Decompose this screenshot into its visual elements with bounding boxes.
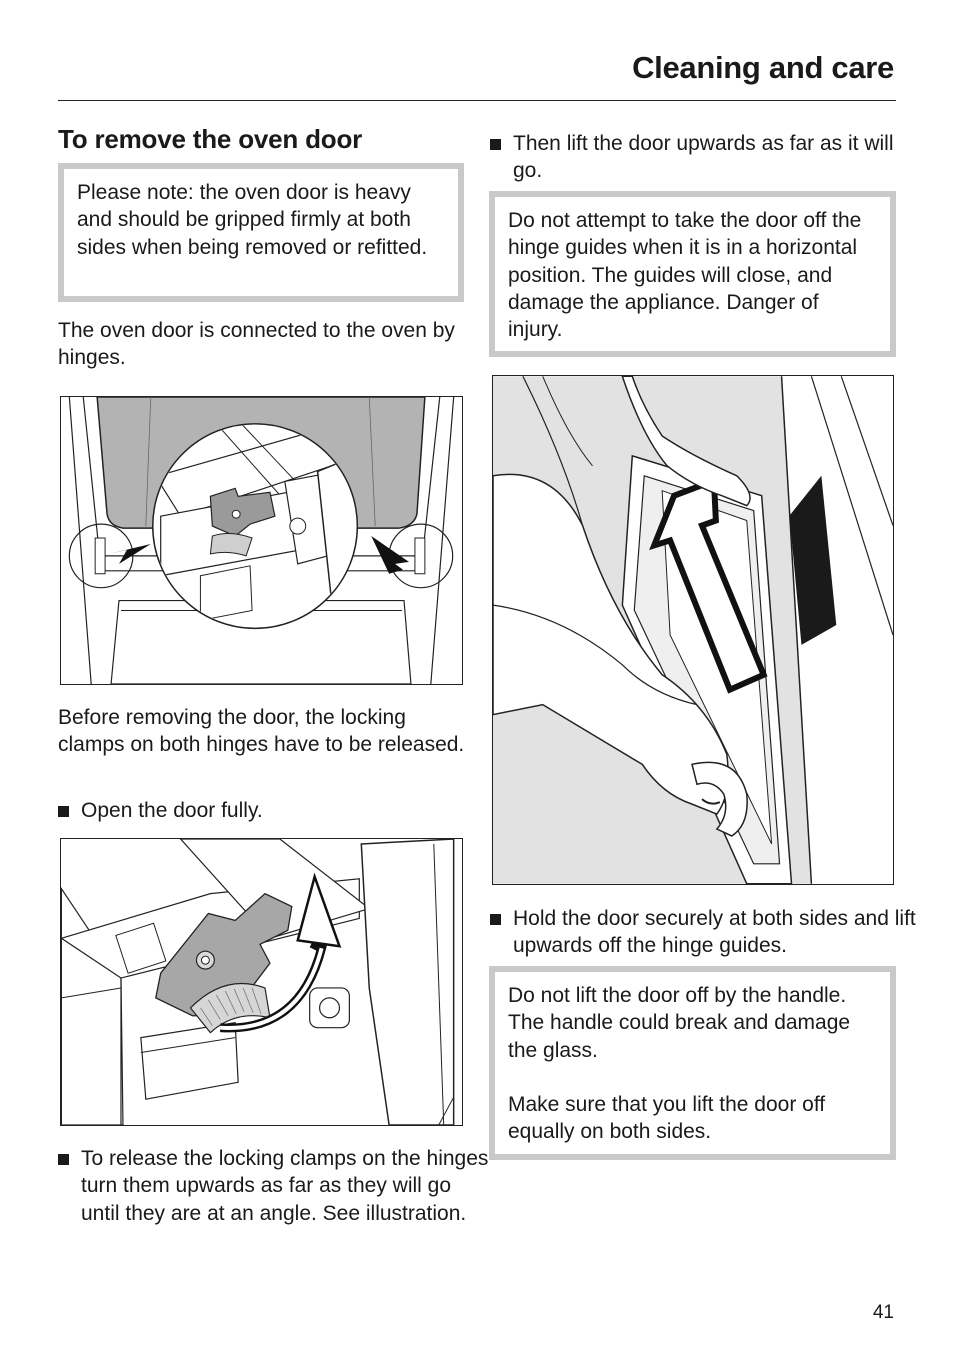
paragraph-clamps: Before removing the door, the locking clamps on both hinges have to be released.	[58, 706, 465, 757]
clamp-rotation-illustration	[61, 839, 462, 1125]
figure-door-lift	[492, 375, 894, 885]
page-header-title: Cleaning and care	[632, 50, 894, 85]
note-hinge-guides	[489, 191, 896, 357]
step-release-clamps	[58, 1145, 491, 1227]
bullet-square-icon	[490, 914, 501, 925]
door-lift-illustration	[493, 376, 893, 884]
bullet-square-icon	[58, 806, 69, 817]
note-hinge-guides-text: Do not attempt to take the door off the hinge guides when it is in a horizontal position. The guides will close, and damage the appliance. Danger of injury.	[508, 209, 862, 342]
note-heavy-door	[58, 163, 464, 302]
bullet-square-icon	[490, 139, 501, 150]
step-lift-off-text: Hold the door securely at both sides and lift upwards off the hinge guides.	[513, 907, 916, 958]
step-open-fully-text: Open the door fully.	[81, 799, 263, 822]
step-open-fully	[58, 797, 491, 824]
figure-clamp-rotation	[60, 838, 463, 1126]
bullet-square-icon	[58, 1154, 69, 1165]
hinges-overview-illustration	[61, 397, 462, 684]
step-lift-off	[490, 905, 918, 960]
page-number: 41	[872, 1302, 894, 1323]
step-lift-up	[490, 130, 918, 185]
note-heavy-door-text: Please note: the oven door is heavy and should be gripped firmly at both sides when being removed or refitted.	[77, 181, 428, 259]
step-release-clamps-text: To release the locking clamps on the hinges turn them upwards as far as they will go until they are at an angle. See illustration.	[81, 1147, 489, 1225]
header-divider	[58, 100, 896, 101]
note-handle	[489, 966, 896, 1160]
note-handle-text-2: Make sure that you lift the door off equally on both sides.	[508, 1092, 826, 1144]
section-title: To remove the oven door	[58, 124, 363, 154]
note-handle-text-1: Do not lift the door off by the handle. The handle could break and damage the glass.	[508, 984, 851, 1062]
step-lift-up-text: Then lift the door upwards as far as it will go.	[513, 132, 894, 183]
paragraph-hinges: The oven door is connected to the oven by hinges.	[58, 319, 455, 370]
figure-hinges-overview	[60, 396, 463, 685]
